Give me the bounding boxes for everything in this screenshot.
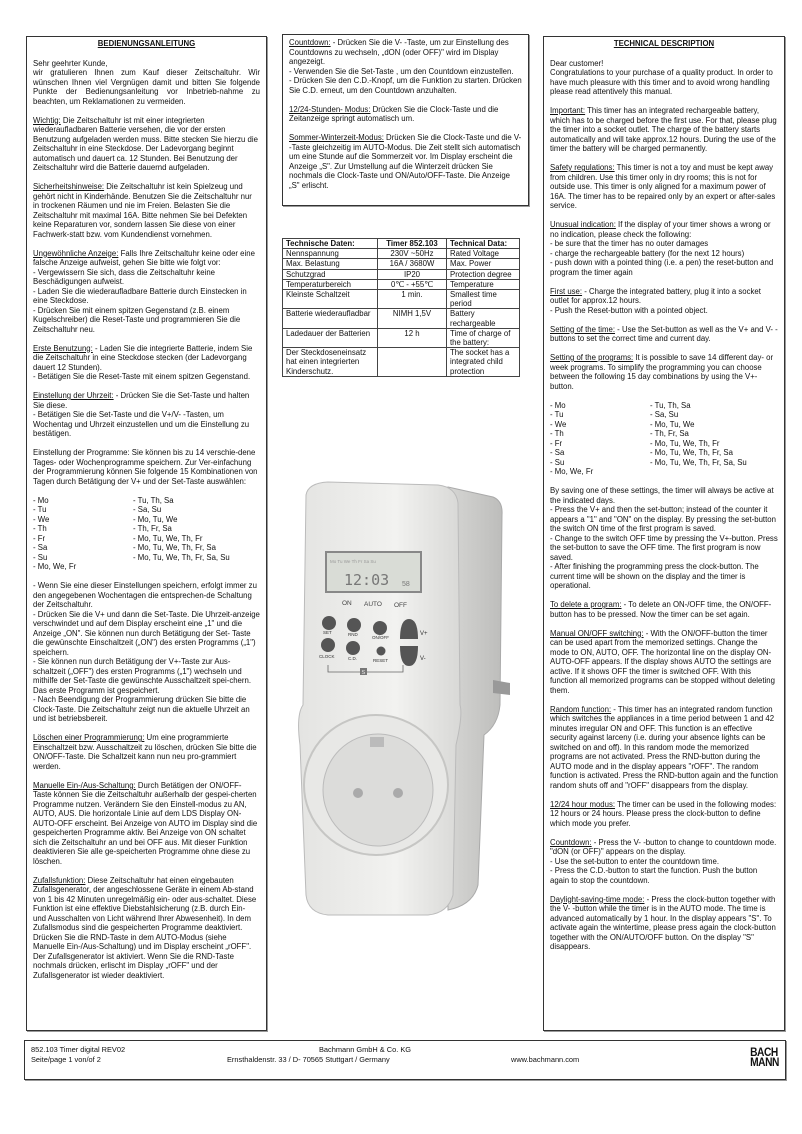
set-button (322, 616, 336, 630)
day-combination: - Mo, Tu, We, Th, Fr, Sa, Su (650, 457, 747, 467)
table-row (283, 249, 520, 259)
section-text: - Press the clock-button together with the V- -button while the timer is in the AUTO mode. The time is advanced automatically by 1 hour. In the display appears "S". To activate again the wintertime, please press again the clock-button together with the ON/AUTO/OFF button. On the display "S" disappears. (550, 894, 776, 951)
section-paragraph (550, 106, 778, 154)
section-heading: First use: (550, 286, 583, 296)
section-text: - Charge the integrated battery, plug it into a socket outlet for approx.12 hours. - Push the Reset-button with a pointed object. (550, 286, 761, 315)
section-heading: Manual ON/OFF switching: (550, 628, 644, 638)
table-cell: Ladedauer der Batterien (283, 328, 378, 347)
v-minus-label: V- (420, 656, 426, 662)
day-combination: - We (550, 419, 567, 429)
day-combination: - Mo, We, Fr (550, 467, 594, 476)
table-cell: Temperature (447, 279, 520, 289)
section-paragraph (550, 59, 778, 97)
section-text: It is possible to save 14 different day- or week programs. To simplify the programming you can choose between the following 15 day combinations by using the V+-button. (550, 353, 774, 391)
page-number: Seite/page 1 von/of 2 (31, 1055, 101, 1064)
table-row (283, 259, 520, 269)
table-header: Technical Data: (447, 239, 520, 249)
company-name: Bachmann GmbH & Co. KG (318, 1045, 411, 1054)
section-text: Diese Zeitschaltuhr hat einen eingebauten Zufallsgenerator, der angeschlossene Geräte in einem Ab-stand von 1 bis 42 Minuten unregelmäßig ein- oder aus-schaltet. Diese Funktion ist eine effektive Diebstahlsicherung (z.B. durch Ein- und Ausschalten von Licht während Ihrer Abwesenheit). In dem Zufallsmodus sind die gespeicherten Programme deaktiviert. Drücken Sie die RND-Taste in dem AUTO-Modus (siehe Manuelle Ein-/Aus-Schaltung) und im Display erscheint „rOFF". Der Zufallsgenerator ist aktiviert. Wenn Sie die RND-Taste nochmals drücken, erlischt im Display „rOFF" und der Zufallsgenerator ist wieder deaktiviert. (33, 875, 257, 980)
day-combination: - Mo, Tu, We, Th, Fr, Sa, Su (133, 552, 230, 562)
section-paragraph (550, 325, 778, 344)
socket-recess (323, 734, 433, 846)
day-combination: - Sa, Su (133, 505, 162, 514)
section-text: - To delete an ON-/OFF time, the ON/OFF-button has to be pressed. Now the timer can be set again. (550, 600, 772, 619)
section-paragraph (33, 116, 260, 173)
table-cell: Max. Belastung (283, 259, 378, 269)
section-paragraph (33, 182, 260, 239)
section-text: If the display of your timer shows a wrong or no indication, please check the following: - be sure that the timer has no outer damages - charge the rechargeable battery (for the next 12 hours) - push down with a pointed thing (i.e. a pen) the reset-button and program the timer again (550, 220, 774, 277)
table-header: Timer 852.103 (378, 239, 447, 249)
table-cell: Protection degree (447, 269, 520, 279)
technical-data-table (282, 238, 520, 377)
section-text: The timer can be used in the following modes: 12 hours or 24 hours. Please press the clock-button to define which mode you prefer. (550, 799, 777, 828)
table-cell: The socket has a integrated child protection (447, 348, 520, 377)
onoff-button (373, 621, 387, 635)
section-paragraph (550, 800, 778, 829)
section-text: - Laden Sie die integrierte Batterie, indem Sie die Zeitschaltuhr in eine Steckdose stecken (der Ladevorgang dauert 12 Stunden). - Betätigen Sie die Reset-Taste mit einem spitzen Gegenstand. (33, 343, 253, 381)
section-paragraph (550, 486, 778, 591)
section-paragraph (550, 353, 778, 391)
set-label: SET (323, 630, 332, 635)
mode-label-off: OFF (394, 602, 407, 609)
plug-pin (493, 680, 510, 695)
section-heading: Safety regulations: (550, 163, 615, 172)
day-combination: - Tu (33, 505, 47, 514)
table-cell: Kleinste Schaltzeit (283, 290, 378, 309)
table-cell: 12 h (378, 328, 447, 347)
onoff-label: ON/OFF (372, 635, 389, 640)
day-combination: - Th (33, 524, 47, 533)
table-header-row (283, 239, 520, 249)
section-paragraph (33, 391, 260, 439)
section-heading: 12/24 hour modus: (550, 799, 616, 809)
day-combination: - Fr (550, 438, 563, 448)
cd-label: C.D. (348, 656, 357, 661)
day-combination (133, 562, 260, 572)
section-heading: Sicherheitshinweise: (33, 182, 105, 191)
section-paragraph (550, 600, 778, 619)
section-text: - With the ON/OFF-button the timer can be used apart from the memorized settings. Change the mode to ON, AUTO, OFF. The horizontal line on the display ON-AUTO-OFF appears. If the display shows AUTO the settings are active. If it shows OFF the timer is switched OFF. With this function all memorized programs can be stopped without deleting them. (550, 628, 775, 695)
section-paragraph (33, 781, 260, 867)
table-row (283, 328, 520, 347)
timer-device-photo (288, 455, 528, 920)
section-heading: Countdown: (550, 837, 592, 847)
section-paragraph (289, 133, 522, 190)
day-combination: - Su (550, 457, 565, 467)
section-text: Drücken Sie die Clock-Taste und die Zeitanzeige springt automatisch um. (289, 104, 499, 123)
section-paragraph (550, 705, 778, 791)
section-paragraph (33, 59, 260, 107)
day-combination: - Th, Fr, Sa (133, 524, 172, 533)
section-text: Durch Betätigen der ON/OFF-Taste können Sie die Zeitschaltuhr außerhalb der gespei-cherten Programme nutzen. Verändern Sie den Einstell-modus zu AN, AUTO, AUS. Die horizontale Linie auf dem LDS Display ON-AUTO-OFF erscheint. Bei Anzeige von AUTO im Display sind die gespeicherten Programme aktiv. Bei Anzeige von ON schaltet sich die Zeitschaltuhr an und bei OFF aus. Mit dieser Funktion deaktivieren Sie alle ge-speicherten Programme ohne diese zu löschen. (33, 780, 258, 866)
english-title: TECHNICAL DESCRIPTION (613, 39, 715, 48)
section-paragraph (550, 220, 778, 277)
english-instructions-column (543, 36, 785, 1031)
section-text: Die Zeitschaltuhr ist mit einer integrierten wiederaufladbaren Batterie versehen, die vor der ersten Benutzung aufgeladen werden muss. Bitte stecken Sie hierzu die Zeitschaltuhr in eine Steckdose. Der Ladevorgang beginnt automatisch und dauert ca. 12 Stunden. Bei Benutzung der Zeitschaltuhr wird die Batterie dauernd aufgeladen. (33, 115, 258, 172)
table-cell: Max. Power (447, 259, 520, 269)
section-text: - Use the Set-button as well as the V+ and V- -buttons to set the correct time and current day. (550, 324, 778, 343)
section-heading: Random function: (550, 704, 612, 714)
day-combination: - Su (33, 552, 48, 562)
table-cell: 16A / 3680W (378, 259, 447, 269)
day-combination: - Mo, Tu, We, Th, Fr (133, 533, 203, 543)
table-cell: Nennspannung (283, 249, 378, 259)
table-cell: 1 min. (378, 290, 447, 309)
section-paragraph (550, 287, 778, 316)
section-text: Die Zeitschaltuhr ist kein Spielzeug und gehört nicht in Kinderhände. Benutzen Sie die Zeitschaltuhr nur in trockenen Räumen und nie im Freien. Belasten Sie die Zeitschaltuhr mit maximal 16A. Bitte nehmen Sie bei Defekten keine Reparaturen vor, sondern lassen Sie diese von einer Fachwerk-statt bzw. vom Kundendienst vornehmen. (33, 182, 252, 239)
german-instructions-continued (282, 34, 529, 206)
table-row (283, 309, 520, 328)
day-combinations-en (550, 401, 778, 477)
section-text: This timer has an integrated rechargeable battery, which has to be charged before the first use. For that, please plug the timer into a socket outlet. The charge of the battery starts automatically and will take approx.12 hours. During the use of the timer the battery will be charged permanently. (550, 106, 777, 153)
section-paragraph (550, 895, 778, 952)
day-combination: - Tu, Th, Sa (650, 400, 691, 410)
table-row (283, 269, 520, 279)
table-cell: 0℃ - +55℃ (378, 279, 447, 289)
day-combination: - Mo, Tu, We, Th, Fr, Sa (133, 543, 216, 552)
section-heading: Sommer-Winterzeit-Modus: (289, 133, 384, 142)
day-combination: - Mo, Tu, We (133, 514, 178, 524)
section-heading: Important: (550, 106, 586, 115)
section-paragraph (550, 838, 778, 886)
section-text: - This timer has an integrated random function which switches the appliances in a time period between 1 and 42 minutes irregular ON and OFF. This function is an effective security against larceny (i.e. during your absence lights can be switched on and off). In this random mode the memorized programs are not activated. Press the RND-button during the AUTO mode and in the display appears "rOFF". The random function is activated. Press the RND-button again and the function random shuts off and "rOFF" disappears from the display. (550, 704, 778, 790)
section-paragraph (289, 38, 522, 95)
lcd-seconds: 58 (402, 581, 410, 588)
section-heading: Daylight-saving-time mode: (550, 894, 645, 904)
day-combination (650, 467, 778, 477)
day-combination: - Sa (550, 448, 565, 457)
day-combination: - Mo, We, Fr (33, 562, 77, 571)
section-heading: To delete a program: (550, 600, 622, 609)
section-text: Dear customer! Congratulations to your purchase of a quality product. In order to have much pleasure with this timer and to avoid wrong handling please read attentively this manual. (550, 58, 773, 96)
section-paragraph (289, 105, 522, 124)
day-combination: - Th, Fr, Sa (650, 429, 689, 438)
section-text: - Wenn Sie eine dieser Einstellungen speichern, erfolgt immer zu den angegebenen Wochentagen die entsprechen-de Schaltung der Zeitschaltuhr. - Drücken Sie die V+ und dann die Set-Taste. Die Uhrzeit-anzeige verschwindet und auf dem Display erscheint eine „1" und die Anzeige „ON". Sie können nun durch Betätigung der Set- Taste die gewünschte Einschaltzeit („ON") des ersten Programms („1") speichern. - Sie können nun durch Betätigung der V+-Taste zur Aus-schaltzeit („OFF") des ersten Programms („1") wechseln und mithilfe der Set-Taste die gewünschte Ausschaltzeit spei-chern. Das erste Programm ist gespeichert. - Nach Beendigung der Programmierung drücken Sie bitte die Clock-Taste. Die Zeitschaltuhr zeigt nun die aktuelle Uhrzeit an und ist betriebsbereit. (33, 581, 260, 723)
day-combinations-de (33, 496, 260, 572)
mode-label-on: ON (342, 600, 352, 607)
section-heading: Erste Benutzung: (33, 343, 93, 353)
website-link[interactable]: www.bachmann.com (511, 1055, 580, 1064)
table-cell (378, 348, 447, 377)
section-paragraph (33, 581, 260, 724)
section-paragraph (33, 448, 260, 486)
table-cell: Rated Voltage (447, 249, 520, 259)
table-cell: IP20 (378, 269, 447, 279)
section-heading: Zufallsfunktion: (33, 875, 86, 885)
table-row (283, 348, 520, 377)
table-cell: Smallest time period (447, 290, 520, 309)
lcd-time: 12:03 (344, 571, 390, 589)
rnd-label: RND (348, 632, 358, 637)
rnd-button (347, 618, 361, 632)
table-cell: Battery rechargeable (447, 309, 520, 328)
section-heading: Einstellung der Uhrzeit: (33, 391, 114, 400)
section-heading: 12/24-Stunden- Modus: (289, 104, 371, 114)
v-plus-label: V+ (420, 631, 428, 637)
document-id: 852.103 Timer digital REV02 (31, 1045, 126, 1054)
s-indicator: S (361, 670, 366, 676)
section-text: - Press the V- -button to change to countdown mode. "dON (or OFF)" appears on the display. - Use the set-button to enter the countdown time. - Press the C.D.-button to start the function. Push the button again to stop the countdown. (550, 837, 777, 885)
page-footer (24, 1040, 786, 1080)
day-combination: - Sa (33, 543, 48, 552)
company-address: Ernsthaldenstr. 33 / D- 70565 Stuttgart / Germany (227, 1055, 390, 1064)
lcd-days: Mo Tu We Th Fr Sa Su (330, 559, 376, 564)
section-heading: Ungewöhnliche Anzeige: (33, 248, 119, 258)
section-paragraph (33, 249, 260, 335)
table-cell: Time of charge of the battery: (447, 328, 520, 347)
table-cell: Batterie wiederaufladbar (283, 309, 378, 328)
day-combination: - Mo (550, 400, 566, 410)
section-text: Drücken Sie die Clock-Taste und die V- -Taste gleichzeitig im AUTO-Modus. Die Zeit stellt sich automatisch um eine Stunde auf die Sommerzeit vor. Im Display erscheint die Anzeige „S". Zur Umstellung auf die Winterzeit drücken Sie nochmals die Clock-Taste und ON/Auto/OFF-Taste. Die Anzeige „S" erlischt. (289, 133, 522, 190)
section-text: Einstellung der Programme: Sie können bis zu 14 verschie-dene Tages- oder Wochenprogramme speichern. Zur Ver-einfachung der Programmierung können Sie folgende 15 Kombinationen von Tagen durch Betätigung der V+ und der Set-Taste auswählen: (33, 448, 258, 486)
reset-label: RESET (373, 658, 389, 663)
section-heading: Setting of the programs: (550, 353, 634, 362)
table-cell: NIMH 1,5V (378, 309, 447, 328)
table-cell: Temperaturbereich (283, 279, 378, 289)
section-text: - Drücken Sie die V- -Taste, um zur Einstellung des Countdowns zu wechseln, „dON (oder OFF)" wird im Display angezeigt. - Verwenden Sie die Set-Taste , um den Countdown einzustellen. - Drücken Sie den C.D.-Knopf, um die Funktion zu starten. Drücken Sie C.D. erneut, um den Countdown anzuhalten. (289, 38, 522, 95)
section-text: By saving one of these settings, the timer will always be active at the indicated days. - Press the V+ and then the set-button; instead of the counter it appears a "1" and "ON" on the display. By pressing the set-button the switch ON time of the first program is saved. - Change to the switch OFF time by pressing the V+-button. Press the set-button to save the OFF time. The first program is now saved. - After finishing the programming press the clock-button. The current time will be shown on the display and the timer is operational. (550, 486, 778, 590)
day-combination: - Fr (33, 533, 46, 543)
day-combination: - Mo, Tu, We, Th, Fr, Sa (650, 448, 733, 457)
section-heading: Wichtig: (33, 115, 61, 125)
section-heading: Manuelle Ein-/Aus-Schaltung: (33, 780, 136, 790)
day-combination: - Mo, Tu, We (650, 419, 695, 429)
clock-label: CLOCK (319, 654, 335, 659)
section-text: Um eine programmierte Einschaltzeit bzw. Ausschaltzeit zu löschen, drücken Sie bitte die ON/OFF-Taste. Die Schaltzeit kann nun neu pro-grammiert werden. (33, 733, 257, 771)
day-combination: - Mo (33, 495, 49, 505)
german-title: BEDIENUNGSANLEITUNG (97, 39, 196, 48)
table-row (283, 279, 520, 289)
section-heading: Countdown: (289, 38, 331, 47)
day-combination: - Th (550, 429, 564, 438)
section-paragraph (550, 629, 778, 696)
table-cell: Schutzgrad (283, 269, 378, 279)
section-text: Falls Ihre Zeitschaltuhr keine oder eine falsche Anzeige aufweist, gehen Sie bitte wie folgt vor: - Vergewissern Sie sich, dass die Zeitschaltuhr keine Beschädigungen aufweist. - Laden Sie die wiederaufladbare Batterie durch Einstecken in eine Steckdose. - Drücken Sie mit einem spitzen Gegenstand (z.B. einem Kugelschreiber) die Reset-Taste und programmieren Sie die Zeitschaltuhr neu. (33, 248, 255, 334)
table-row (283, 290, 520, 309)
table-cell: 230V ~50Hz (378, 249, 447, 259)
section-heading: Unusual indication: (550, 220, 616, 229)
section-text: This timer is not a toy and must be kept away from children. Use this timer only in dry rooms; this is not for outside use. This timer is only aligned for a maximum power of 16A. The timer has to be repaired only by an expert or after-sales service. (550, 163, 776, 210)
bachmann-logo: BACH MANN (750, 1045, 779, 1069)
section-text: Sehr geehrter Kunde, wir gratulieren Ihnen zum Kauf dieser Zeitschaltuhr. Wir wünschen Ihnen viel Vergnügen damit und bitten Sie folgende Punkte der Bedienungsanleitung vor Inbetrieb-nahme zu beachten, um Reklamationen zu vermeiden. (33, 58, 260, 106)
table-cell: Der Steckdoseneinsatz hat einen integrierten Kinderschutz. (283, 348, 378, 377)
mode-label-auto: AUTO (364, 601, 382, 608)
section-paragraph (33, 344, 260, 382)
day-combination: - Tu, Th, Sa (133, 495, 174, 505)
clock-button (321, 638, 335, 652)
section-heading: Setting of the time: (550, 324, 616, 334)
day-combination: - Sa, Su (650, 410, 679, 419)
german-instructions-column (26, 36, 267, 1031)
section-paragraph (33, 876, 260, 981)
day-combination: - Mo, Tu, We, Th, Fr (650, 438, 720, 448)
reset-button (377, 647, 386, 656)
section-paragraph (550, 163, 778, 211)
section-text: - Drücken Sie die Set-Taste und halten Sie diese. - Betätigen Sie die Set-Taste und die V+/V- -Tasten, um Wochentag und Uhrzeit einzustellen und um die Einstellung zu bestätigen. (33, 391, 250, 438)
section-heading: Löschen einer Programmierung: (33, 733, 145, 742)
day-combination: - Tu (550, 410, 564, 419)
day-combination: - We (33, 514, 50, 524)
table-header: Technische Daten: (283, 239, 378, 249)
section-paragraph (33, 733, 260, 771)
cd-button (346, 641, 360, 655)
